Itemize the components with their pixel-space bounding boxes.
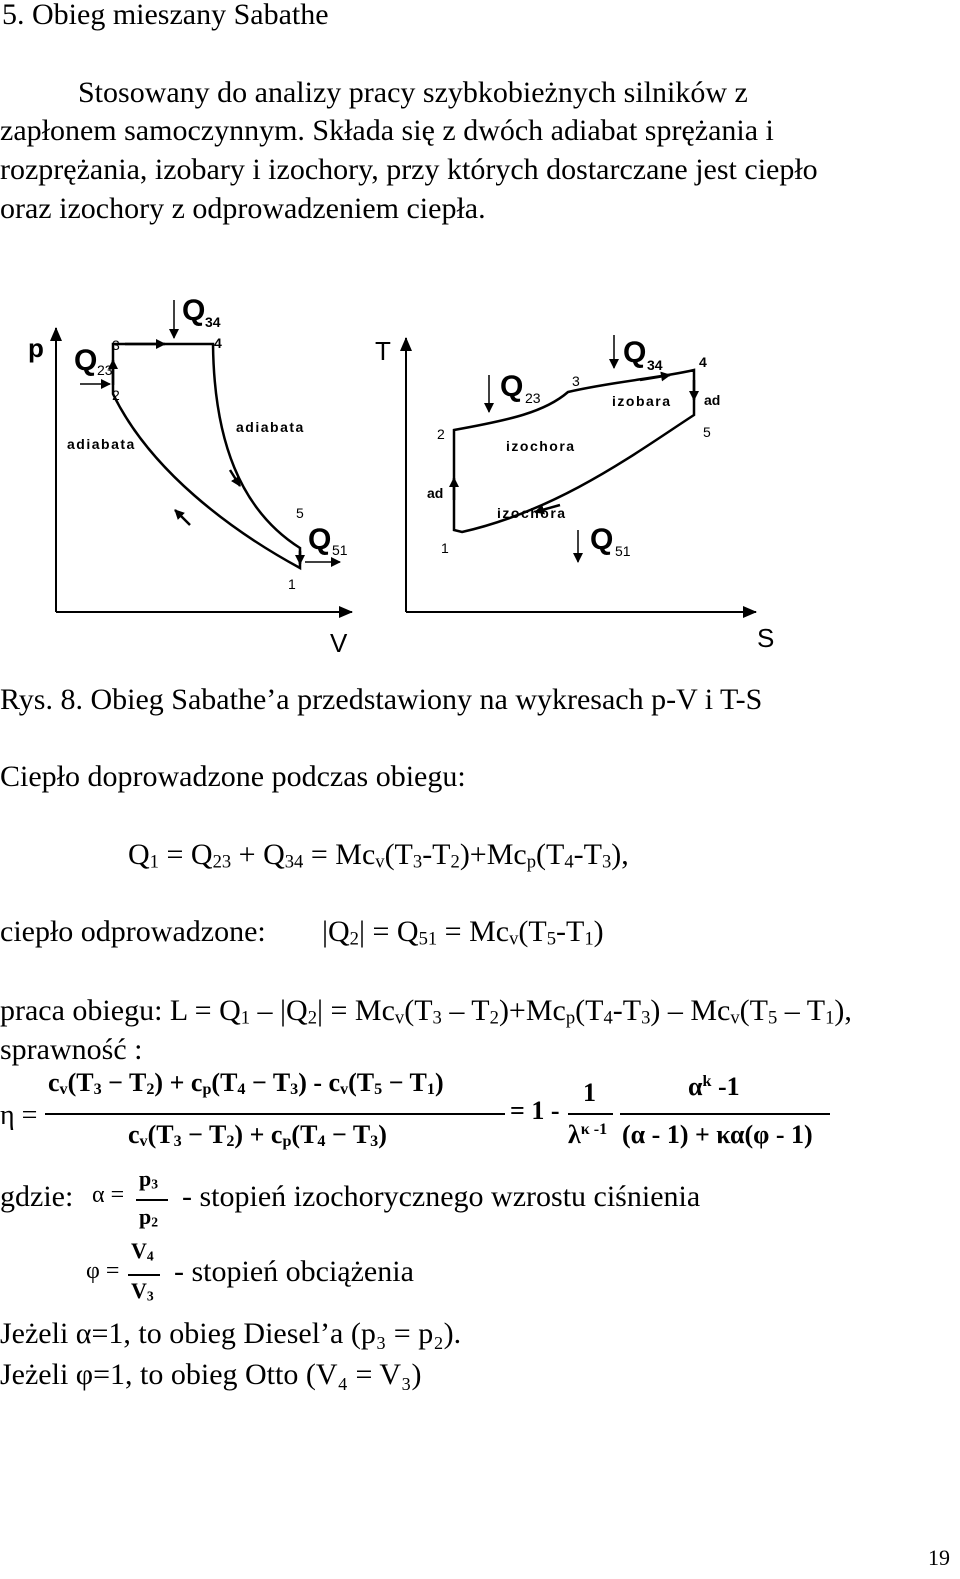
pv-adiabata-left: adiabata xyxy=(67,436,136,452)
work-label: praca obiegu: L = xyxy=(0,994,212,1027)
pv-q34-sub: 34 xyxy=(205,314,221,330)
pv-q23-sub: 23 xyxy=(97,362,113,378)
otto-line: Jeżeli φ=1, to obieg Otto (V₄ = V₃) xyxy=(0,1358,422,1391)
ts-izochora-top-label: izochora xyxy=(506,438,576,454)
alpha-def-line xyxy=(136,1199,168,1201)
ts-point-1: 1 xyxy=(441,540,449,556)
alpha-fraction-line xyxy=(620,1113,830,1115)
pv-axis-p: p xyxy=(28,333,44,363)
work-equation: praca obiegu: L = Q1 – |Q2| = Mcv(T3 – T2)+Mcp(T4-T3) – Mcv(T5 – T1), xyxy=(0,994,852,1029)
heat-in-equation: Q1 = Q23 + Q34 = Mcv(T3-T2)+Mcp(T4-T3), xyxy=(128,838,629,873)
pv-q23-label: Q xyxy=(74,344,98,377)
eta-equals-one-minus: = 1 - xyxy=(510,1096,560,1125)
lambda-fraction-line xyxy=(568,1113,613,1115)
eta-denominator: cv(T3 − T2) + cp(T4 − T3) xyxy=(128,1120,387,1150)
figure-caption: Rys. 8. Obieg Sabathe’a przedstawiony na wykresach p-V i T-S xyxy=(0,683,763,716)
eta-fraction-line xyxy=(45,1113,505,1115)
pv-point-1: 1 xyxy=(288,576,296,592)
alpha-frac-numerator: $\alpha^k$ -1 xyxy=(688,1072,740,1101)
alpha-frac-denominator: (α - 1) + κα(φ - 1) xyxy=(622,1120,813,1149)
section-title: 5. Obieg mieszany Sabathe xyxy=(2,0,329,31)
pv-axis-v: V xyxy=(330,628,348,658)
ts-ad-right-label: ad xyxy=(704,392,721,408)
eta-numerator: cv(T3 − T2) + cp(T4 − T3) - cv(T5 − T1) xyxy=(48,1068,444,1098)
pv-point-3: 3 xyxy=(112,337,120,353)
pv-adiabata-right: adiabata xyxy=(236,419,305,435)
pv-arrow-12 xyxy=(175,510,190,525)
eta-symbol: η = xyxy=(0,1100,38,1131)
ts-point-3: 3 xyxy=(572,373,580,389)
pv-cycle-path xyxy=(113,344,300,568)
phi-def-lhs: φ = xyxy=(86,1258,120,1284)
alpha-def-lhs: α = xyxy=(92,1182,125,1208)
ts-q23-label: Q xyxy=(500,370,524,403)
ts-q34-label: Q xyxy=(623,336,647,369)
efficiency-label: sprawność : xyxy=(0,1033,143,1066)
lambda-frac-denominator: $\lambda^{\kappa -1}$ xyxy=(568,1120,608,1149)
page-number: 19 xyxy=(928,1545,950,1570)
pv-point-5: 5 xyxy=(296,505,304,521)
ts-q23-sub: 23 xyxy=(525,390,541,406)
heat-out-label: ciepło odprowadzone: xyxy=(0,915,266,948)
pv-q51-label: Q xyxy=(308,523,332,556)
intro-line-1: Stosowany do analizy pracy szybkobieżnych silników z xyxy=(78,76,748,109)
heat-out-equation: |Q2| = Q51 = Mcv(T5-T1) xyxy=(322,915,604,950)
alpha-description: - stopień izochorycznego wzrostu ciśnienia xyxy=(182,1180,701,1213)
phi-description: - stopień obciążenia xyxy=(174,1255,414,1288)
phi-def-numerator: V4 xyxy=(131,1238,154,1264)
ts-izobara-label: izobara xyxy=(612,393,672,409)
ts-axis-t: T xyxy=(375,336,391,366)
phi-def-denominator: V3 xyxy=(131,1278,154,1304)
ts-q51-label: Q xyxy=(590,523,614,556)
alpha-def-denominator: p2 xyxy=(139,1204,159,1230)
intro-line-2: zapłonem samoczynnym. Składa się z dwóch adiabat sprężania i xyxy=(0,114,774,147)
ts-axis-s: S xyxy=(757,623,775,653)
heat-in-label: Ciepło doprowadzone podczas obiegu: xyxy=(0,760,466,793)
phi-def-line xyxy=(128,1274,160,1276)
alpha-def-numerator: p3 xyxy=(139,1166,159,1192)
ts-ad-left-label: ad xyxy=(427,485,444,501)
ts-point-4: 4 xyxy=(699,354,707,370)
pv-point-2: 2 xyxy=(112,387,120,403)
sabathe-diagrams xyxy=(0,280,960,670)
pv-q34-label: Q xyxy=(182,294,206,327)
pv-q51-sub: 51 xyxy=(332,542,348,558)
ts-izochora-bottom-label: izochora xyxy=(497,505,567,521)
pv-point-4: 4 xyxy=(214,335,222,351)
ts-point-5: 5 xyxy=(703,424,711,440)
intro-line-3: rozprężania, izobary i izochory, przy których dostarczane jest ciepło xyxy=(0,153,818,186)
pv-diagram xyxy=(28,294,352,658)
ts-q51-sub: 51 xyxy=(615,543,631,559)
diesel-line: Jeżeli α=1, to obieg Diesel’a (p₃ = p₂). xyxy=(0,1317,462,1350)
intro-line-4: oraz izochory z odprowadzeniem ciepła. xyxy=(0,192,486,225)
where-label: gdzie: xyxy=(0,1180,74,1213)
lambda-frac-numerator: 1 xyxy=(583,1078,596,1107)
ts-diagram xyxy=(375,335,774,653)
ts-point-2: 2 xyxy=(437,426,445,442)
ts-q34-sub: 34 xyxy=(647,357,663,373)
